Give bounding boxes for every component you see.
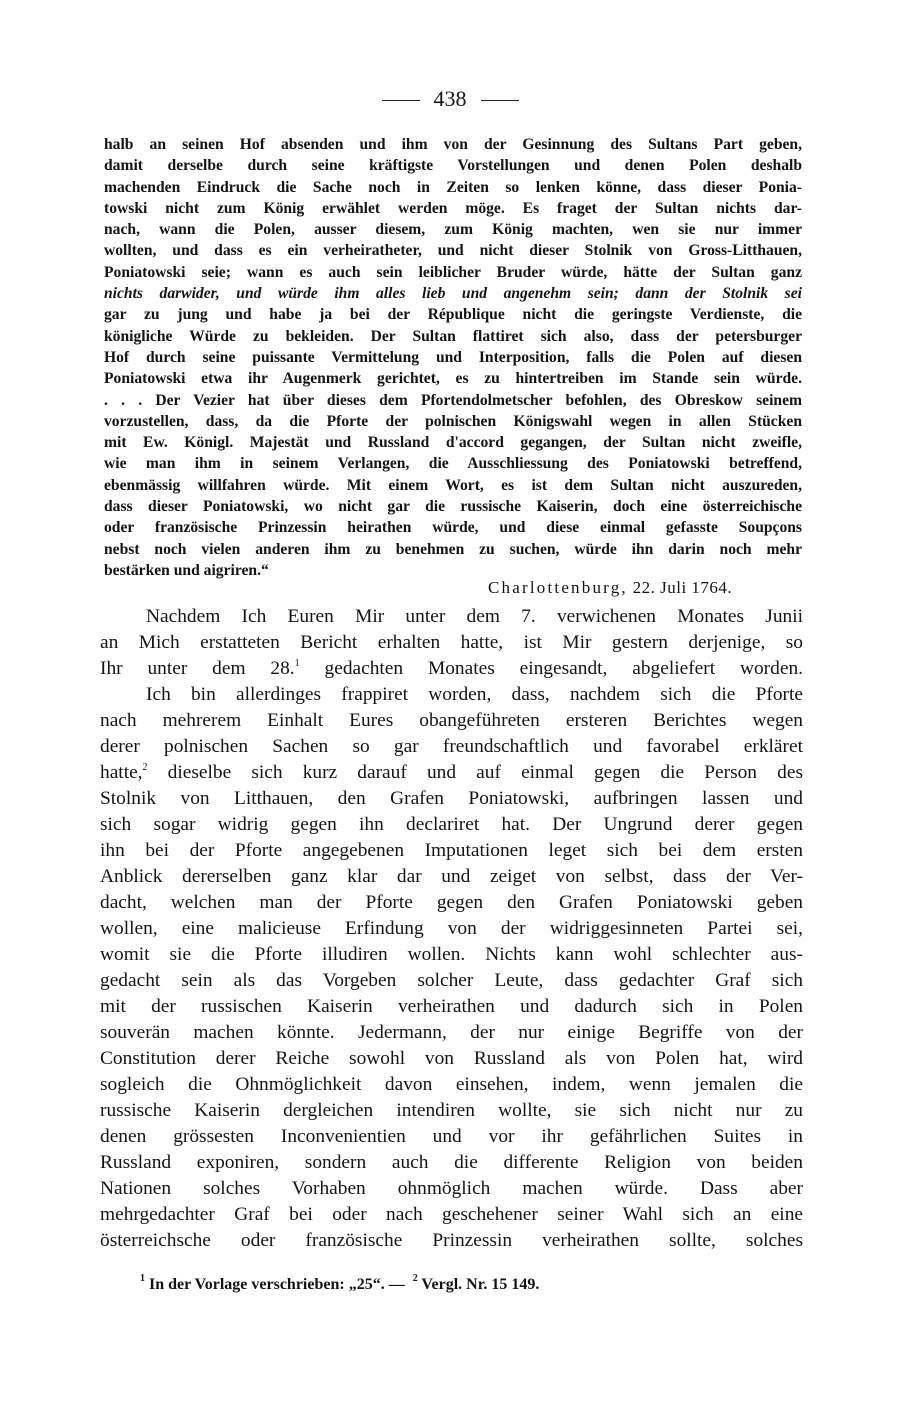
footnotes [140, 1273, 540, 1294]
body-line: sogleich die Ohnmöglichkeit davon einsehen, indem, wenn jemalen die [100, 1074, 803, 1095]
dateline [488, 578, 732, 598]
quote-line: dass dieser Poniatowski, wo nicht gar die russische Kaiserin, doch eine österreichische [104, 498, 802, 516]
quote-line: mit Ew. Königl. Majestät und Russland d'accord gegangen, der Sultan nicht zweifle, [104, 434, 802, 452]
quote-line: oder französische Prinzessin heirathen würde, und diese einmal gefasste Soupçons [104, 519, 802, 537]
body-line: denen grössesten Inconvenientien und vor ihr gefährlichen Suites in [100, 1126, 803, 1147]
body-text: Ihr unter dem 28. [100, 658, 295, 679]
quote-line: wie man ihm in seinem Verlangen, die Ausschliessung des Poniatowski betreffend, [104, 455, 802, 473]
letter-body [100, 604, 803, 1254]
body-line: mehrgedachter Graf bei oder nach geschehener seiner Wahl sich an eine [100, 1204, 803, 1225]
body-line: Nachdem Ich Euren Mir unter dem 7. verwichenen Monates Junii [146, 606, 803, 627]
quote-line: nebst noch vielen anderen ihm zu benehmen zu suchen, würde ihn darin noch mehr [104, 540, 802, 558]
body-line [100, 656, 803, 682]
footnote-2: Vergl. Nr. 15 149. [421, 1276, 540, 1293]
quote-line: bestärken und aigriren.“ [104, 561, 269, 579]
header-dash-right [481, 100, 519, 101]
body-line: souverän machen könnte. Jedermann, der nur einige Begriffe von der [100, 1022, 803, 1043]
body-line: wollen, eine malicieuse Erfindung von der widriggesinneten Partei sei, [100, 918, 803, 939]
page-number: 438 [433, 86, 467, 111]
body-line: russische Kaiserin dergleichen intendiren wollte, sie sich nicht nur zu [100, 1100, 803, 1121]
body-line: Constitution derer Reiche sowohl von Russland als von Polen hat, wird [100, 1048, 803, 1069]
body-text: dieselbe sich kurz darauf und auf einmal gegen die Person des [167, 762, 803, 783]
footnote-mark-1: 1 [140, 1273, 145, 1284]
body-line: Russland exponiren, sondern auch die differente Religion von beiden [100, 1152, 803, 1173]
header-dash-left [382, 100, 420, 101]
footnote-1: In der Vorlage verschrieben: „25“. — [149, 1276, 405, 1293]
quote-line: gar zu jung und habe ja bei der République nicht die geringste Verdienste, die [104, 306, 802, 324]
dateline-place: Charlottenburg, [488, 578, 628, 597]
quote-line: nach, wann die Polen, ausser diesem, zum König machten, wen sie nur immer [104, 221, 802, 239]
body-line: sich sogar widrig gegen ihn declariret hat. Der Ungrund derer gegen [100, 814, 803, 835]
quoted-report [104, 134, 802, 581]
body-line: derer polnischen Sachen so gar freundschaftlich und favorabel erkläret [100, 736, 803, 757]
body-line: Ich bin allerdinges frappiret worden, dass, nachdem sich die Pforte [146, 684, 803, 705]
quote-line: ebenmässig willfahren würde. Mit einem Wort, es ist dem Sultan nicht auszureden, [104, 476, 802, 494]
quote-line: wollten, und dass es ein verheiratheter, und nicht dieser Stolnik von Gross-Litthauen, [104, 242, 802, 260]
quote-line: machenden Eindruck die Sache noch in Zeiten so lenken könne, dass dieser Ponia- [104, 178, 802, 196]
dateline-date: 22. Juli 1764. [632, 578, 733, 597]
body-line: an Mich erstatteten Bericht erhalten hatte, ist Mir gestern derjenige, so [100, 632, 803, 653]
body-line: österreichsche oder französische Prinzessin verheirathen sollte, solches [100, 1230, 803, 1251]
quote-line: Poniatowski seie; wann es auch sein leiblicher Bruder würde, hätte der Sultan ganz [104, 263, 802, 281]
body-line: nach mehrerem Einhalt Eures obangeführeten ersteren Berichtes wegen [100, 710, 803, 731]
body-line: womit sie die Pforte illudiren wollen. Nichts kann wohl schlechter aus- [100, 944, 803, 965]
quote-line: Hof durch seine puissante Vermittelung und Interposition, falls die Polen auf diesen [104, 348, 802, 366]
footnote-mark-2: 2 [412, 1273, 418, 1284]
quote-line: königliche Würde zu bekleiden. Der Sultan flattiret sich also, dass der petersburger [104, 327, 802, 345]
body-line: ihn bei der Pforte angegebenen Imputationen leget sich bei dem ersten [100, 840, 803, 861]
footnote-ref-1: 1 [294, 658, 300, 669]
quote-line-italic: nichts darwider, und würde ihm alles lieb und angenehm sein; dann der Stolnik sei [104, 285, 802, 303]
body-line: gedacht sein als das Vorgeben solcher Leute, dass gedachter Graf sich [100, 970, 803, 991]
quote-line: damit derselbe durch seine kräftigste Vorstellungen und denen Polen deshalb [104, 157, 802, 175]
quote-line: towski nicht zum König erwählet werden möge. Es fraget der Sultan nichts dar- [104, 199, 802, 217]
body-line: dacht, welchen man der Pforte gegen den Grafen Poniatowski geben [100, 892, 803, 913]
body-line: Stolnik von Litthauen, den Grafen Poniatowski, aufbringen lassen und [100, 788, 803, 809]
body-text: hatte, [100, 762, 143, 783]
quote-line: Poniatowski etwa ihr Augenmerk gerichtet, es zu hintertreiben im Stande sein würde. [104, 370, 802, 388]
page-header [0, 86, 900, 112]
body-text: gedachten Monates eingesandt, abgeliefert worden. [324, 658, 803, 679]
body-line [100, 760, 803, 786]
footnote-ref-2: 2 [142, 762, 148, 773]
quote-line: vorzustellen, dass, da die Pforte der polnischen Königswahl wegen in allen Stücken [104, 412, 802, 430]
quote-line: . . . Der Vezier hat über dieses dem Pfortendolmetscher befohlen, des Obreskow seinem [104, 391, 802, 409]
body-line: Nationen solches Vorhaben ohnmöglich machen würde. Dass aber [100, 1178, 803, 1199]
quote-line: halb an seinen Hof absenden und ihm von der Gesinnung des Sultans Part geben, [104, 136, 802, 153]
body-line: mit der russischen Kaiserin verheirathen und dadurch sich in Polen [100, 996, 803, 1017]
body-line: Anblick dererselben ganz klar dar und zeiget von selbst, dass der Ver- [100, 866, 803, 887]
